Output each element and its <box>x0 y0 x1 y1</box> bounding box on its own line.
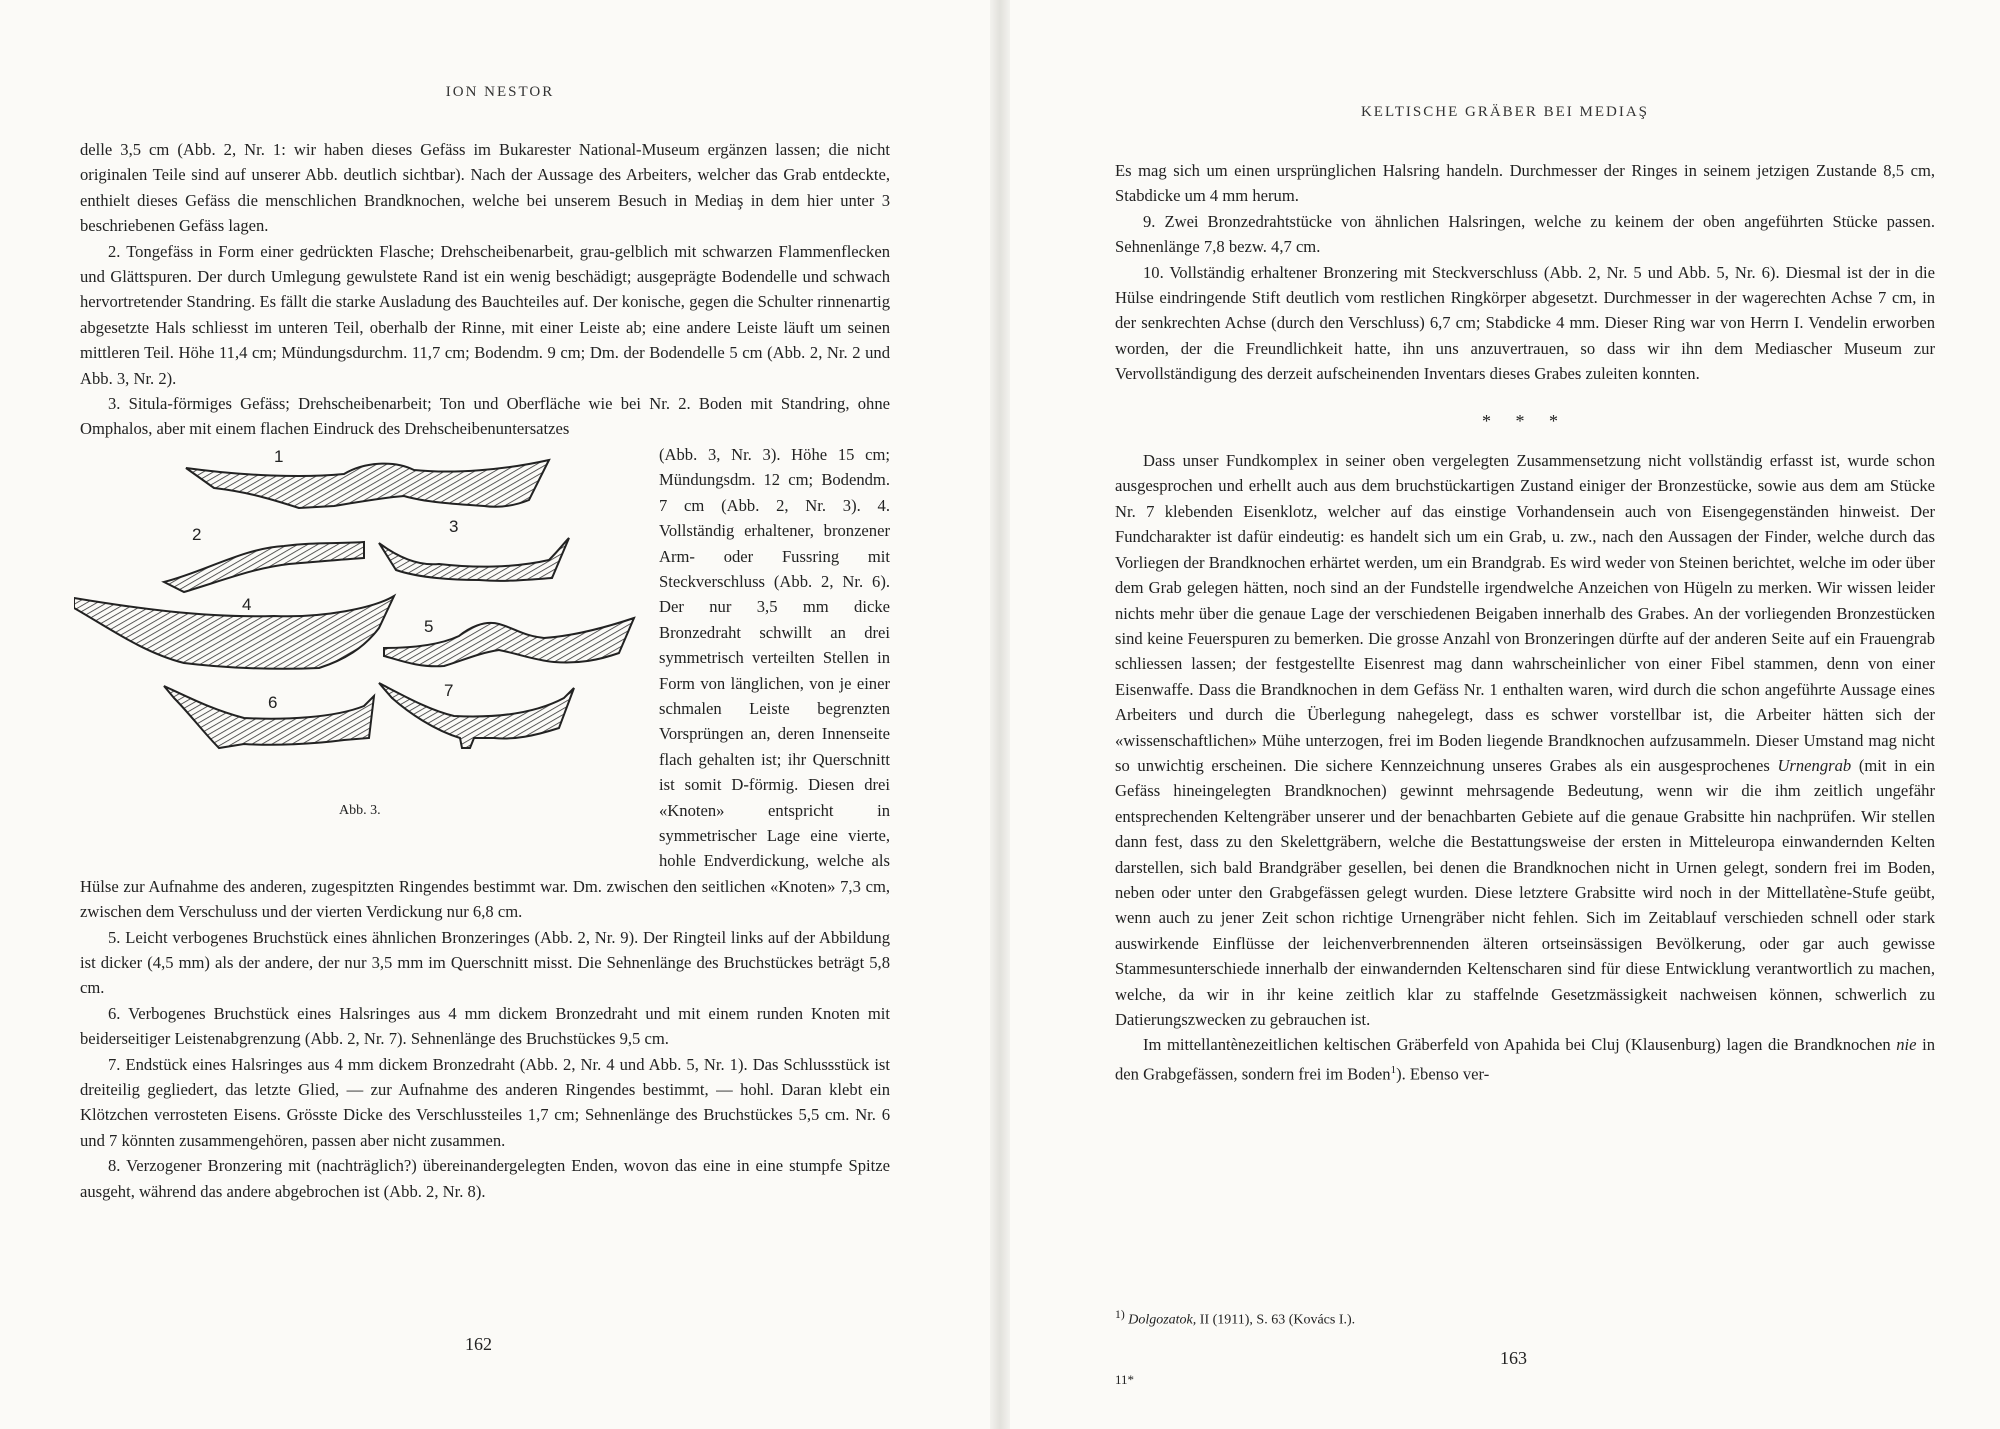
urnengrab-term: Urnengrab <box>1777 755 1852 775</box>
profile-label-3: 3 <box>449 516 459 536</box>
footnote <box>1115 1308 1935 1329</box>
right-paragraph-1: Es mag sich um einen ursprünglichen Halsring handeln. Durchmesser der Ringes in seinem jetzigen Zustande 8,5 cm, Stabdicke um 4 mm herum. <box>1115 161 1935 206</box>
right-paragraph-2: 9. Zwei Bronzedrahtstücke von ähnlichen Halsringen, welche zu keinem der oben angeführten Stücke passen. Sehnenlänge 7,8 bezw. 4,7 cm. <box>1115 211 1935 257</box>
left-paragraph-8: 8. Verzogener Bronzering mit (nachträglich?) übereinandergelegten Enden, wovon das eine in eine stumpfe Spitze ausgeht, während das andere abgebrochen ist (Abb. 2, Nr. 8). <box>80 1156 890 1201</box>
sheet-signature: 11* <box>1115 1372 1135 1387</box>
profile-label-6: 6 <box>268 692 278 712</box>
figure-caption: Abb. 3. <box>339 802 381 818</box>
right-page <box>1010 0 2000 1429</box>
left-paragraph-6: 6. Verbogenes Bruchstück eines Halsringes aus 4 mm dickem Bronzedraht und mit einem runden Knoten mit beiderseitiger Leistenabgrenzung (Abb. 2, Nr. 7). Sehnenlänge des Bruchstückes 9,5 cm. <box>80 1003 890 1049</box>
profile-label-1: 1 <box>274 447 284 466</box>
left-body-text <box>80 137 890 1204</box>
right-body-text <box>1115 158 1935 1087</box>
right-paragraph-5 <box>1115 1032 1935 1086</box>
profile-2-shape <box>164 542 364 592</box>
figure-abb-3 <box>74 448 649 858</box>
left-page-number: 162 <box>465 1334 492 1354</box>
footnote-text: II (1911), S. 63 (Kovács I.). <box>1199 1312 1356 1328</box>
paragraph-5-part-b: in den Grabgefässen, sondern frei im Boden <box>1115 1035 1936 1084</box>
left-paragraph-5: 5. Leicht verbogenes Bruchstück eines ähnlichen Bronzeringes (Abb. 2, Nr. 9). Der Ringteil links auf der Abbildung ist dicker (4,5 mm) als der andere, der nur 3,5 mm im Querschnitt misst. Die Sehnenlänge des Bruchstückes beträgt 5,8 cm. <box>80 927 890 998</box>
profile-label-4: 4 <box>242 594 252 614</box>
paragraph-4-part-b: (mit in ein Gefäss hineingelegten Brandknochen) gewinnt mehrsagende Bedeutung, wenn wir die ihm zeitlich ungefähr entsprechenden Keltengräber unserer und der benachbarten Gebiete auf die genaue Grabsitte hin nachprüfen. Wir stellen dann fest, dass zu den Skelettgräbern, welche die Bestattungsweise der ersten in Mitteleuropa einwandernden Kelten darstellen, sich bald Brandgräber gesellen, bei denen die Brandknochen nicht in Urnen gelegt, sondern frei im Boden, neben oder unter den Grabgefässen gelegt wurden. Diese letztere Grabsitte wird noch in der Mittellatène-Stufe geübt, wenn auch zu jener Zeit schon richtige Urnengräber nicht fehlen. Sich im Zeitablauf verschieden schnell oder stark auswirkende Einflüsse der leichenverbrennenden älteren ortseinsässigen Bevölkerung, oder gar auch gewisse Stammesunterschiede innerhalb der einwandernden Keltenscharen sind für diese Entwicklung verantwortlich zu machen, welche, da wir in ihr keine zeitlich klar zu staffelnde Gesetzmässigkeit nachweisen können, schwerlich zu Datierungszwecken zu gebrauchen ist. <box>1115 755 1935 1029</box>
section-separator: * * * <box>1482 410 1568 431</box>
left-paragraph-7: 7. Endstück eines Halsringes aus 4 mm dickem Bronzedraht (Abb. 2, Nr. 4 und Abb. 5, Nr. 1). Das Schlussstück ist dreiteilig gegliedert, das letzte Glied, — zur Aufnahme des anderen Ringendes bestimmt, — hohl. Daran klebt ein Klötzchen verrosteten Eisens. Grösste Dicke des Verschlussteiles 1,7 cm; Sehnenlänge des Bruchstückes 5,5 cm. Nr. 6 und 7 könnten zusammengehören, passen aber nicht zusammen. <box>80 1054 890 1150</box>
nie-term: nie <box>1896 1035 1917 1055</box>
right-paragraph-3: 10. Vollständig erhaltener Bronzering mit Steckverschluss (Abb. 2, Nr. 5 und Abb. 5, Nr. 6). Diesmal ist der in die Hülse eindringende Stift deutlich vom restlichen Ringkörper abgesetzt. Durchmesser in der wagerechten Achse 7 cm, in der senkrechten Achse (durch den Verschluss) 6,7 cm; Stabdicke 4 mm. Dieser Ring war von Herrn I. Vendelin erworben worden, der die Freundlichkeit hatte, ihn uns anzuvertrauen, so dass wir ihn dem Mediascher Museum zur Vervollständigung des derzeit aufscheinenden Inventars dieses Grabes zuleiten konnten. <box>1115 262 1935 384</box>
profile-label-2: 2 <box>192 524 202 544</box>
footnote-mark: 1) <box>1115 1308 1125 1321</box>
profile-1-shape <box>186 460 549 508</box>
right-paragraph-4 <box>1115 448 1935 1032</box>
profile-7-shape <box>379 680 574 748</box>
profile-label-7: 7 <box>444 680 454 700</box>
profile-3-shape <box>379 538 569 581</box>
profile-5-shape <box>384 618 634 666</box>
pottery-profiles-drawing <box>74 448 649 858</box>
left-paragraph-2: 2. Tongefäss in Form einer gedrückten Flasche; Drehscheibenarbeit, grau-gelblich mit schwarzen Flammenflecken und Glättspuren. Der durch Umlegung gewulstete Rand ist ein wenig beschädigt; ausgeprägte Bodendelle und schwach hervortretender Standring. Es fällt die starke Ausladung des Bauchteiles auf. Der konische, gegen die Schulter rinnenartig abgesetzte Hals schliesst im unteren Teil, oberhalb der Rinne, mit einer Leiste ab; eine andere Leiste läuft um seinen mittleren Teil. Höhe 11,4 cm; Mündungsdurchm. 11,7 cm; Bodendm. 9 cm; Dm. der Bodendelle 5 cm (Abb. 2, Nr. 2 und Abb. 3, Nr. 2). <box>80 241 890 388</box>
paragraph-5-part-a: Im mittellantènezeitlichen keltischen Gräberfeld von Apahida bei Cluj (Klausenburg) lagen die Brandknochen <box>1143 1035 1891 1055</box>
paragraph-5-part-c: ). Ebenso ver- <box>1396 1064 1490 1084</box>
footnote-title: Dolgozatok, <box>1128 1312 1197 1328</box>
book-gutter <box>990 0 1010 1429</box>
left-paragraph-3: 3. Situla-förmiges Gefäss; Drehscheibenarbeit; Ton und Oberfläche wie bei Nr. 2. Boden mit Standring, ohne Omphalos, aber mit einem flachen Eindruck des Drehscheibenuntersatzes <box>80 394 890 439</box>
profile-label-5: 5 <box>424 616 434 636</box>
right-page-number: 163 <box>1500 1348 1527 1368</box>
paragraph-4-part-a: Dass unser Fundkomplex in seiner oben vergelegten Zusammensetzung nicht vollständig erfasst ist, wurde schon ausgesprochen und erhellt auch aus dem bruchstückartigen Zustand einiger der Bronzestücke, sowie aus dem am Stücke Nr. 7 klebenden Eisenklotz, welcher auf das einstige Vorhandensein auch von Eisengegenständen hinweist. Der Fundcharakter ist dafür eindeutig: es handelt sich um ein Grab, u. zw., nach den Aussagen der Finder, welche durch das Vorliegen der Brandknochen erhärtet werden, um ein Brandgrab. Es wird weder von Steinen berichtet, welche im oder über dem Grab gelegen hätten, noch sind an der Fundstelle irgendwelche Anzeichen von Hügeln zu merken. Wir wissen leider nichts mehr über die genaue Lage der verschiedenen Beigaben innerhalb des Grabes. An der vorliegenden Bronzestücken sind keine Feuerspuren zu bemerken. Die grosse Anzahl von Bronzeringen dürfte auf der anderen Seite auf ein Frauengrab schliessen lassen; der festgestellte Eisenrest mag dann wahrscheinlicher von einer Fibel stammen, denn von einer Eisenwaffe. Dass die Brandknochen in dem Gefäss Nr. 1 enthalten waren, wird durch die schon angeführte Aussage eines Arbeiters und durch die Überlegung nahegelegt, dass es schwer vorstellbar ist, die Arbeiter hätten sich der «wissenschaftlichen» Mühe unterzogen, frei im Boden liegende Brandknochen aufzusammeln. Dieser Umstand mag nicht so unwichtig erscheinen. Die sichere Kennzeichnung unseres Grabes als ein ausgesprochenes <box>1115 451 1935 775</box>
left-page <box>0 0 990 1429</box>
left-wrap-paragraph: (Abb. 3, Nr. 3). Höhe 15 cm; Mündungsdm. 12 cm; Bodendm. 7 cm (Abb. 2, Nr. 3). 4. Vollständig erhaltener, bronzener Arm- oder Fussring mit Steckverschluss (Abb. 2, Nr. 6). Der nur 3,5 mm dicke Bronzedraht schwillt an drei symmetrisch verteilten Stellen in Form von länglichen, von je einer schmalen Leiste begrenzten Vorsprüngen an, deren Innenseite flach gehalten ist; ihr Querschnitt ist somit D-förmig. Diesen drei «Knoten» entspricht in symmetrischer Lage eine vierte, hohle Endverdickung, welche als Hülse zur Aufnahme des anderen, zugespitzten Ringendes bestimmt war. Dm. zwischen den seitlichen «Knoten» 7,3 cm, zwischen dem Verschuluss und der vierten Verdickung nur 6,8 cm. <box>80 444 890 922</box>
left-paragraph-1: delle 3,5 cm (Abb. 2, Nr. 1: wir haben dieses Gefäss im Bukarester National-Museum ergänzen lassen; die nicht originalen Teile sind auf unserer Abb. deutlich sichtbar). Nach der Aussage des Arbeiters, welcher das Grab entdeckte, enthielt dieses Gefäss die menschlichen Brandknochen, welche bei unserem Besuch in Mediaş in dem hier unter 3 beschriebenen Gefäss lagen. <box>80 140 890 236</box>
footnote-ref: 1 <box>1390 1063 1397 1076</box>
profile-4-shape <box>74 596 394 669</box>
right-running-head: KELTISCHE GRÄBER BEI MEDIAŞ <box>1360 104 1650 120</box>
left-running-head: ION NESTOR <box>445 84 555 100</box>
